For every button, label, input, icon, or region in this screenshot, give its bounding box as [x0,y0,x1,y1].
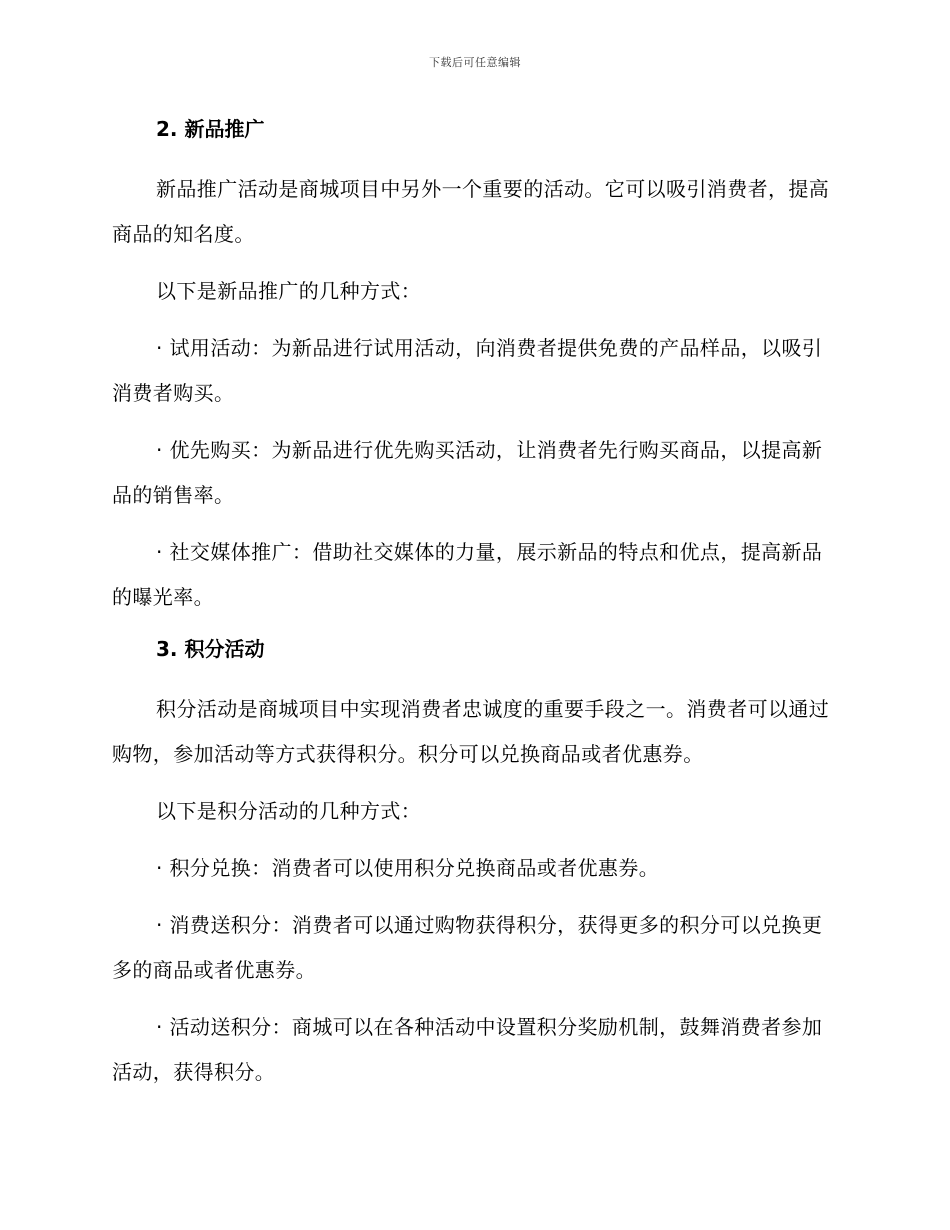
paragraph: 以下是积分活动的几种方式： [156,799,422,823]
bullet-item: · 消费送积分：消费者可以通过购物获得积分，获得更多的积分可以兑换更多的商品或者优惠券。 [112,913,823,982]
paragraph: 以下是新品推广的几种方式： [156,279,422,303]
paragraph: 新品推广活动是商城项目中另外一个重要的活动。它可以吸引消费者，提高商品的知名度。 [112,177,830,246]
page-header-note: 下载后可任意编辑 [429,56,521,69]
bullet-item: · 优先购买：为新品进行优先购买活动，让消费者先行购买商品，以提高新品的销售率。 [112,438,823,507]
section-points-activity [112,632,832,1095]
document-body [112,112,832,1107]
section-heading: 2. 新品推广 [156,117,265,141]
section-heading: 3. 积分活动 [156,637,265,661]
bullet-item: · 社交媒体推广：借助社交媒体的力量，展示新品的特点和优点，提高新品的曝光率。 [112,540,823,609]
paragraph: 积分活动是商城项目中实现消费者忠诚度的重要手段之一。消费者可以通过购物，参加活动等方式获得积分。积分可以兑换商品或者优惠券。 [112,697,830,766]
bullet-item: · 试用活动：为新品进行试用活动，向消费者提供免费的产品样品，以吸引消费者购买。 [112,336,823,405]
bullet-item: · 积分兑换：消费者可以使用积分兑换商品或者优惠券。 [156,856,660,880]
section-new-product-promotion [112,112,832,620]
bullet-item: · 活动送积分：商城可以在各种活动中设置积分奖励机制，鼓舞消费者参加活动，获得积分。 [112,1015,823,1084]
